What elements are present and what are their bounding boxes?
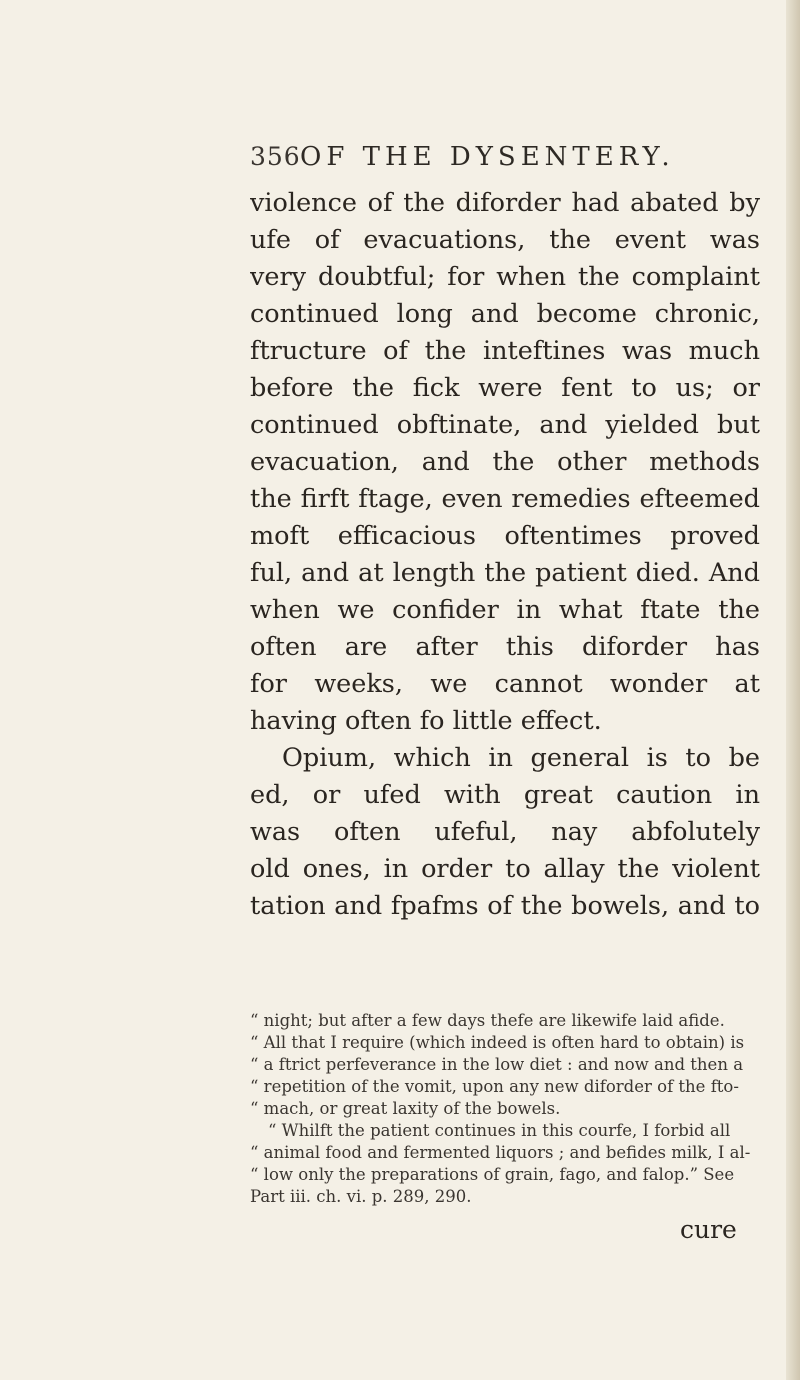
footnote	[250, 1010, 758, 1208]
body-line: for weeks, we cannot wonder at	[250, 669, 760, 699]
page-edge	[786, 0, 800, 1380]
footnote-line: “ a ftrict perfeverance in the low diet : and now and then a	[250, 1055, 744, 1074]
page-number: 356	[250, 142, 301, 171]
footnote-line: “ mach, or great laxity of the bowels.	[250, 1099, 561, 1118]
body-line: ufe of evacuations, the event was	[250, 225, 760, 255]
footnote-line: Part iii. ch. vi. p. 289, 290.	[250, 1187, 472, 1206]
body-line: Opium, which in general is to be	[282, 743, 760, 773]
catchword: cure	[680, 1215, 737, 1244]
body-line: continued obftinate, and yielded but	[250, 410, 760, 440]
body-line: moft efficacious oftentimes proved	[250, 521, 760, 551]
body-line: ed, or ufed with great caution in	[250, 780, 760, 810]
body-line: ful, and at length the patient died. And	[250, 558, 760, 588]
footnote-line: “ Whilft the patient continues in this courfe, I forbid all	[268, 1121, 731, 1140]
running-head: OF THE DYSENTERY.	[300, 142, 675, 172]
body-line: evacuation, and the other methods	[250, 447, 760, 477]
body-line: violence of the diforder had abated by	[250, 188, 760, 218]
body-line: the firft ftage, even remedies efteemed	[250, 484, 760, 514]
body-line: when we confider in what ftate the	[250, 595, 760, 625]
footnote-line: “ low only the preparations of grain, fago, and falop.” See	[250, 1165, 735, 1184]
body-line: old ones, in order to allay the violent	[250, 854, 760, 884]
body-line: tation and fpafms of the bowels, and to	[250, 891, 760, 921]
page-header	[250, 142, 750, 178]
footnote-line: “ night; but after a few days thefe are likewife laid afide.	[250, 1011, 725, 1030]
body-line: very doubtful; for when the complaint	[250, 262, 760, 292]
body-line: continued long and become chronic,	[250, 299, 760, 329]
body-line: often are after this diforder has	[250, 632, 760, 662]
body-line: was often ufeful, nay abfolutely	[250, 817, 760, 847]
footnote-line: “ repetition of the vomit, upon any new diforder of the fto-	[250, 1077, 739, 1096]
body-line: having often fo little effect.	[250, 706, 602, 736]
footnote-line: “ All that I require (which indeed is often hard to obtain) is	[250, 1033, 745, 1052]
footnote-line: “ animal food and fermented liquors ; and befides milk, I al-	[250, 1143, 751, 1162]
body-text	[250, 185, 760, 925]
body-line: before the fick were fent to us; or	[250, 373, 760, 403]
body-line: ftructure of the inteftines was much	[250, 336, 760, 366]
